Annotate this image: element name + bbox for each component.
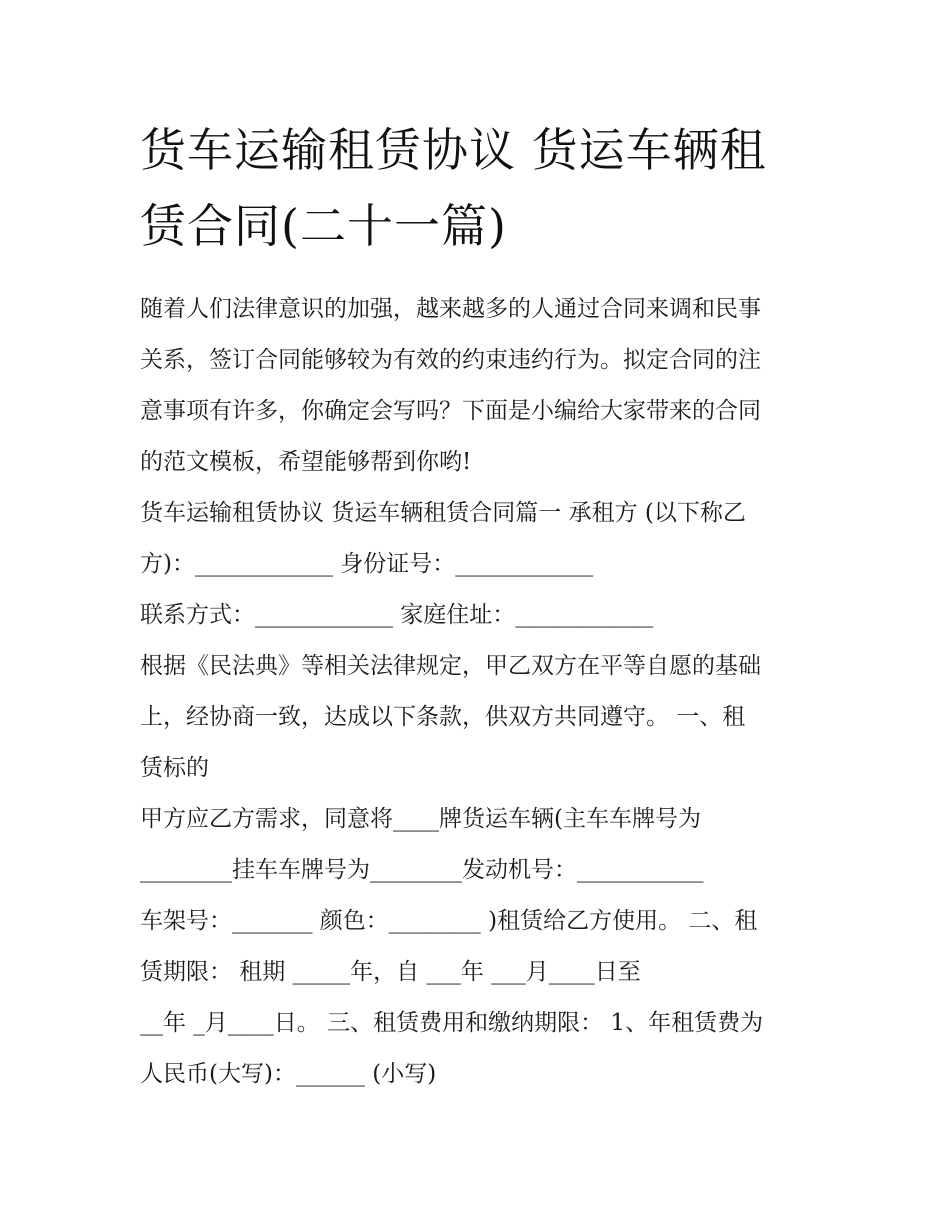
body-line: 人民币(大写)：______ (小写) bbox=[140, 1061, 437, 1087]
body-line: 随着人们法律意识的加强，越来越多的人通过合同来调和民事 bbox=[140, 296, 761, 322]
title-line: 赁合同(二十一篇) bbox=[140, 199, 507, 253]
body-line: 车架号：_______ 颜色：________ )租赁给乙方使用。 二、租 bbox=[140, 908, 758, 934]
body-line: 货车运输租赁协议 货运车辆租赁合同篇一 承租方 (以下称乙 bbox=[140, 500, 746, 526]
body-line: 赁标的 bbox=[140, 755, 209, 781]
body-line: 方)：____________ 身份证号：____________ bbox=[140, 551, 594, 577]
body-line: ________挂车车牌号为________发动机号：___________ bbox=[140, 857, 704, 883]
body-line: 意事项有许多，你确定会写吗？下面是小编给大家带来的合同 bbox=[140, 398, 761, 424]
body-line: 关系，签订合同能够较为有效的约束违约行为。拟定合同的注 bbox=[140, 347, 761, 373]
body-line: 赁期限： 租期 _____年，自 ___年 ___月____日至 bbox=[140, 959, 641, 985]
body-line: __年 _月____日。 三、租赁费用和缴纳期限： 1、年租赁费为 bbox=[140, 1010, 764, 1036]
body-line: 根据《民法典》等相关法律规定，甲乙双方在平等自愿的基础 bbox=[140, 653, 761, 679]
body-line: 甲方应乙方需求，同意将____牌货运车辆(主车车牌号为 bbox=[140, 806, 701, 832]
document-content bbox=[140, 112, 820, 1100]
document-body bbox=[140, 284, 820, 1100]
document-title bbox=[140, 112, 820, 264]
body-line: 上，经协商一致，达成以下条款，供双方共同遵守。 一、租 bbox=[140, 704, 746, 730]
title-line: 货车运输租赁协议 货运车辆租 bbox=[140, 123, 767, 177]
body-line: 联系方式：____________ 家庭住址：____________ bbox=[140, 602, 654, 628]
body-line: 的范文模板，希望能够帮到你哟! bbox=[140, 449, 472, 475]
